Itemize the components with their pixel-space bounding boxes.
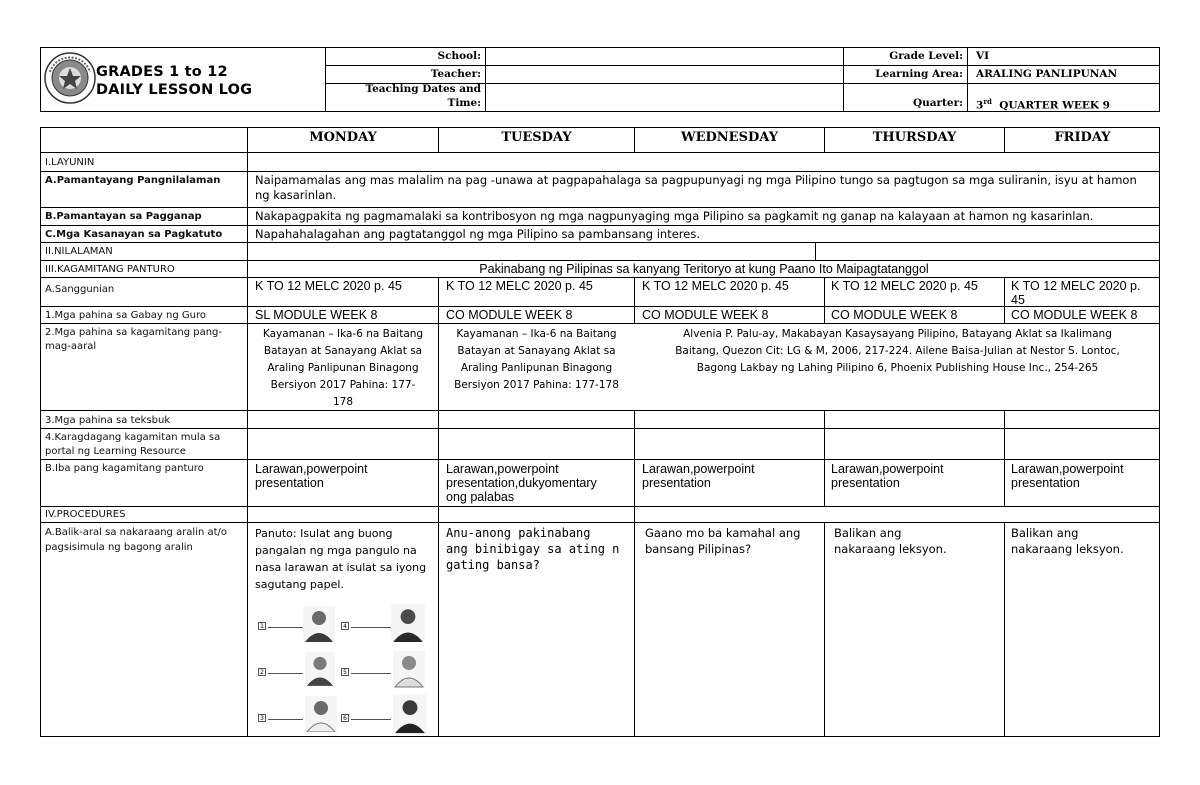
balik-tuesday bbox=[446, 525, 631, 573]
kayamanan-monday-line: Batayan at Sanayang Aklat sa bbox=[263, 345, 423, 357]
iba-wednesday bbox=[642, 462, 822, 490]
kayamanan-tuesday-line: Araling Panlipunan Binagong bbox=[460, 362, 613, 374]
iba-tuesday-line: ong palabas bbox=[446, 490, 515, 504]
quarter-label: Quarter: bbox=[912, 97, 963, 109]
president-photo bbox=[305, 650, 335, 688]
label-teksbuk: 3.Mga pahina sa teksbuk bbox=[45, 415, 171, 426]
teacher-label: Teacher: bbox=[430, 68, 481, 80]
kayamanan-monday bbox=[248, 326, 438, 411]
sanggunian-thursday: K TO 12 MELC 2020 p. 45 bbox=[831, 279, 978, 293]
president-photo bbox=[393, 650, 425, 688]
label-kagamitang-mag-1: 2.Mga pahina sa kagamitang pang- bbox=[45, 327, 222, 338]
balik-friday-line: Balikan ang bbox=[1011, 526, 1079, 540]
kagamitang-text: Pakinabang ng Pilipinas sa kanyang Teritoryo at kung Paano Ito Maipagtatanggol bbox=[479, 262, 929, 276]
balik-tuesday-line: ang binibigay sa ating n bbox=[446, 542, 620, 556]
label-balik-1: A.Balik-aral sa nakaraang aralin at/o bbox=[45, 527, 228, 538]
kayamanan-tuesday-line: Bersiyon 2017 Pahina: 177-178 bbox=[454, 379, 619, 391]
gabay-friday: CO MODULE WEEK 8 bbox=[1011, 308, 1138, 322]
kayamanan-monday-line: 178 bbox=[332, 396, 354, 408]
deped-seal-logo bbox=[44, 52, 96, 104]
balik-monday-line: sagutang papel. bbox=[255, 578, 344, 591]
kayamanan-tuesday-line: Batayan at Sanayang Aklat sa bbox=[457, 345, 616, 357]
iba-friday-line: Larawan,powerpoint bbox=[1011, 462, 1124, 476]
balik-tuesday-line: Anu-anong pakinabang bbox=[446, 526, 591, 540]
label-pamantayang: A.Pamantayang Pangnilalaman bbox=[45, 175, 221, 186]
connector-line bbox=[268, 719, 303, 720]
alvenia-line: Alvenia P. Palu-ay, Makabayan Kasaysayang Pilipino, Batayang Aklat sa Ikalimang bbox=[683, 328, 1112, 340]
photo-number-box: 6 bbox=[341, 714, 349, 722]
label-iba: B.Iba pang kagamitang panturo bbox=[45, 463, 204, 474]
gabay-wednesday: CO MODULE WEEK 8 bbox=[642, 308, 769, 322]
label-pagganap: B.Pamantayan sa Pagganap bbox=[45, 211, 202, 222]
sanggunian-wednesday: K TO 12 MELC 2020 p. 45 bbox=[642, 279, 789, 293]
president-photo bbox=[391, 604, 425, 642]
day-header-tuesday: TUESDAY bbox=[501, 130, 572, 145]
quarter-suffix: rd bbox=[983, 97, 992, 106]
balik-monday-line: Panuto: Isulat ang buong bbox=[255, 527, 393, 540]
label-kagamitang-mag-2: mag-aaral bbox=[45, 341, 97, 352]
connector-line bbox=[351, 627, 391, 628]
photo-number-box: 3 bbox=[258, 714, 266, 722]
iba-wednesday-line: presentation bbox=[642, 476, 711, 490]
sanggunian-tuesday: K TO 12 MELC 2020 p. 45 bbox=[446, 279, 593, 293]
balik-wednesday-line: bansang Pilipinas? bbox=[645, 542, 752, 556]
gabay-monday: SL MODULE WEEK 8 bbox=[255, 308, 378, 322]
day-header-friday: FRIDAY bbox=[1054, 130, 1111, 145]
quarter-text: QUARTER WEEK 9 bbox=[999, 99, 1110, 112]
president-photo bbox=[303, 606, 335, 642]
iba-tuesday-line: Larawan,powerpoint bbox=[446, 462, 559, 476]
alvenia-line: Baitang, Quezon Cit: LG & M, 2006, 217-224. Ailene Baisa-Julian at Nestor S. Lontoc, bbox=[675, 345, 1120, 357]
area-label: Learning Area: bbox=[875, 68, 963, 80]
iba-thursday bbox=[831, 462, 1003, 490]
photo-number-box: 1 bbox=[258, 622, 266, 630]
president-photos-grid bbox=[255, 600, 435, 735]
balik-monday-line: pangalan ng mga pangulo na bbox=[255, 544, 417, 557]
iba-tuesday-line: presentation,dukyomentary bbox=[446, 476, 597, 490]
dates-label-2: Time: bbox=[447, 97, 481, 109]
gabay-tuesday: CO MODULE WEEK 8 bbox=[446, 308, 573, 322]
balik-friday bbox=[1011, 525, 1159, 557]
day-header-monday: MONDAY bbox=[309, 130, 377, 145]
iba-monday bbox=[255, 462, 435, 490]
iba-friday bbox=[1011, 462, 1159, 490]
label-karagdagang-2: portal ng Learning Resource bbox=[45, 446, 186, 457]
quarter-value bbox=[976, 97, 1110, 112]
gabay-thursday: CO MODULE WEEK 8 bbox=[831, 308, 958, 322]
balik-thursday-line: Balikan ang bbox=[834, 526, 902, 540]
kayamanan-monday-line: Kayamanan – Ika-6 na Baitang bbox=[262, 328, 424, 340]
connector-line bbox=[351, 719, 391, 720]
title-line-1: GRADES 1 to 12 bbox=[96, 64, 228, 80]
iba-thursday-line: presentation bbox=[831, 476, 900, 490]
pamantayang-text: Naipamamalas ang mas malalim na pag -unawa at pagpapahalaga sa pagpupunyagi ng mga Pilipino tungo sa pagtugon sa mga suliranin, isyu at hamon ng kasarinlan. bbox=[255, 173, 1137, 202]
president-photo bbox=[393, 694, 427, 734]
iba-thursday-line: Larawan,powerpoint bbox=[831, 462, 944, 476]
area-value: ARALING PANLIPUNAN bbox=[976, 68, 1118, 80]
iba-monday-line: Larawan,powerpoint bbox=[255, 462, 368, 476]
label-karagdagang-1: 4.Karagdagang kagamitan mula sa bbox=[45, 432, 221, 443]
connector-line bbox=[268, 627, 303, 628]
balik-thursday-line: nakaraang leksyon. bbox=[834, 542, 947, 556]
balik-thursday bbox=[834, 525, 1002, 557]
school-label: School: bbox=[437, 50, 481, 62]
photo-number-box: 4 bbox=[341, 622, 349, 630]
pagganap-text: Nakapagpakita ng pagmamalaki sa kontribosyon ng mga nagpunyaging mga Pilipino sa pagkamit ng ganap na kalayaan at hamon ng kasarinlan. bbox=[255, 209, 1094, 223]
iba-monday-line: presentation bbox=[255, 476, 324, 490]
sanggunian-monday: K TO 12 MELC 2020 p. 45 bbox=[255, 279, 402, 293]
connector-line bbox=[268, 673, 303, 674]
iba-tuesday bbox=[446, 462, 632, 504]
balik-wednesday bbox=[645, 525, 823, 557]
president-photo bbox=[305, 696, 337, 732]
kayamanan-tuesday bbox=[439, 326, 634, 394]
label-layunin: I.LAYUNIN bbox=[45, 157, 95, 168]
dates-label-1: Teaching Dates and bbox=[365, 83, 481, 95]
kayamanan-monday-line: Bersiyon 2017 Pahina: 177- bbox=[270, 379, 416, 391]
label-balik-2: pagsisimula ng bagong aralin bbox=[45, 542, 193, 553]
label-kagamitang: III.KAGAMITANG PANTURO bbox=[45, 264, 175, 275]
balik-monday-line: nasa larawan at isulat sa iyong bbox=[255, 561, 427, 574]
balik-tuesday-line: gating bansa? bbox=[446, 558, 540, 572]
balik-monday bbox=[255, 525, 435, 593]
kayamanan-monday-line: Araling Panlipunan Binagong bbox=[267, 362, 419, 374]
photo-number-box: 2 bbox=[258, 668, 266, 676]
day-header-thursday: THURSDAY bbox=[872, 130, 957, 145]
label-kasanayan: C.Mga Kasanayan sa Pagkatuto bbox=[45, 229, 223, 240]
sanggunian-friday: K TO 12 MELC 2020 p. 45 bbox=[1011, 279, 1141, 307]
label-nilalaman: II.NILALAMAN bbox=[45, 246, 113, 257]
alvenia-reference bbox=[635, 326, 1160, 377]
day-header-wednesday: WEDNESDAY bbox=[681, 130, 778, 145]
title-line-2: DAILY LESSON LOG bbox=[96, 82, 253, 98]
quarter-number: 3 bbox=[976, 99, 984, 112]
grade-label: Grade Level: bbox=[889, 50, 963, 62]
kayamanan-tuesday-line: Kayamanan – Ika-6 na Baitang bbox=[456, 328, 617, 340]
connector-line bbox=[351, 673, 391, 674]
iba-wednesday-line: Larawan,powerpoint bbox=[642, 462, 755, 476]
grade-value: VI bbox=[976, 50, 990, 62]
alvenia-line: Bagong Lakbay ng Lahing Pilipino 6, Phoenix Publishing House Inc., 254-265 bbox=[696, 362, 1099, 374]
label-gabay: 1.Mga pahina sa Gabay ng Guro bbox=[45, 310, 206, 321]
balik-friday-line: nakaraang leksyon. bbox=[1011, 542, 1124, 556]
balik-wednesday-line: Gaano mo ba kamahal ang bbox=[645, 526, 801, 540]
label-procedures: IV.PROCEDURES bbox=[45, 509, 126, 520]
iba-friday-line: presentation bbox=[1011, 476, 1080, 490]
label-sanggunian: A.Sanggunian bbox=[45, 284, 115, 295]
kasanayan-text: Napahahalagahan ang pagtatanggol ng mga Pilipino sa pambansang interes. bbox=[255, 227, 700, 241]
photo-number-box: 5 bbox=[341, 668, 349, 676]
